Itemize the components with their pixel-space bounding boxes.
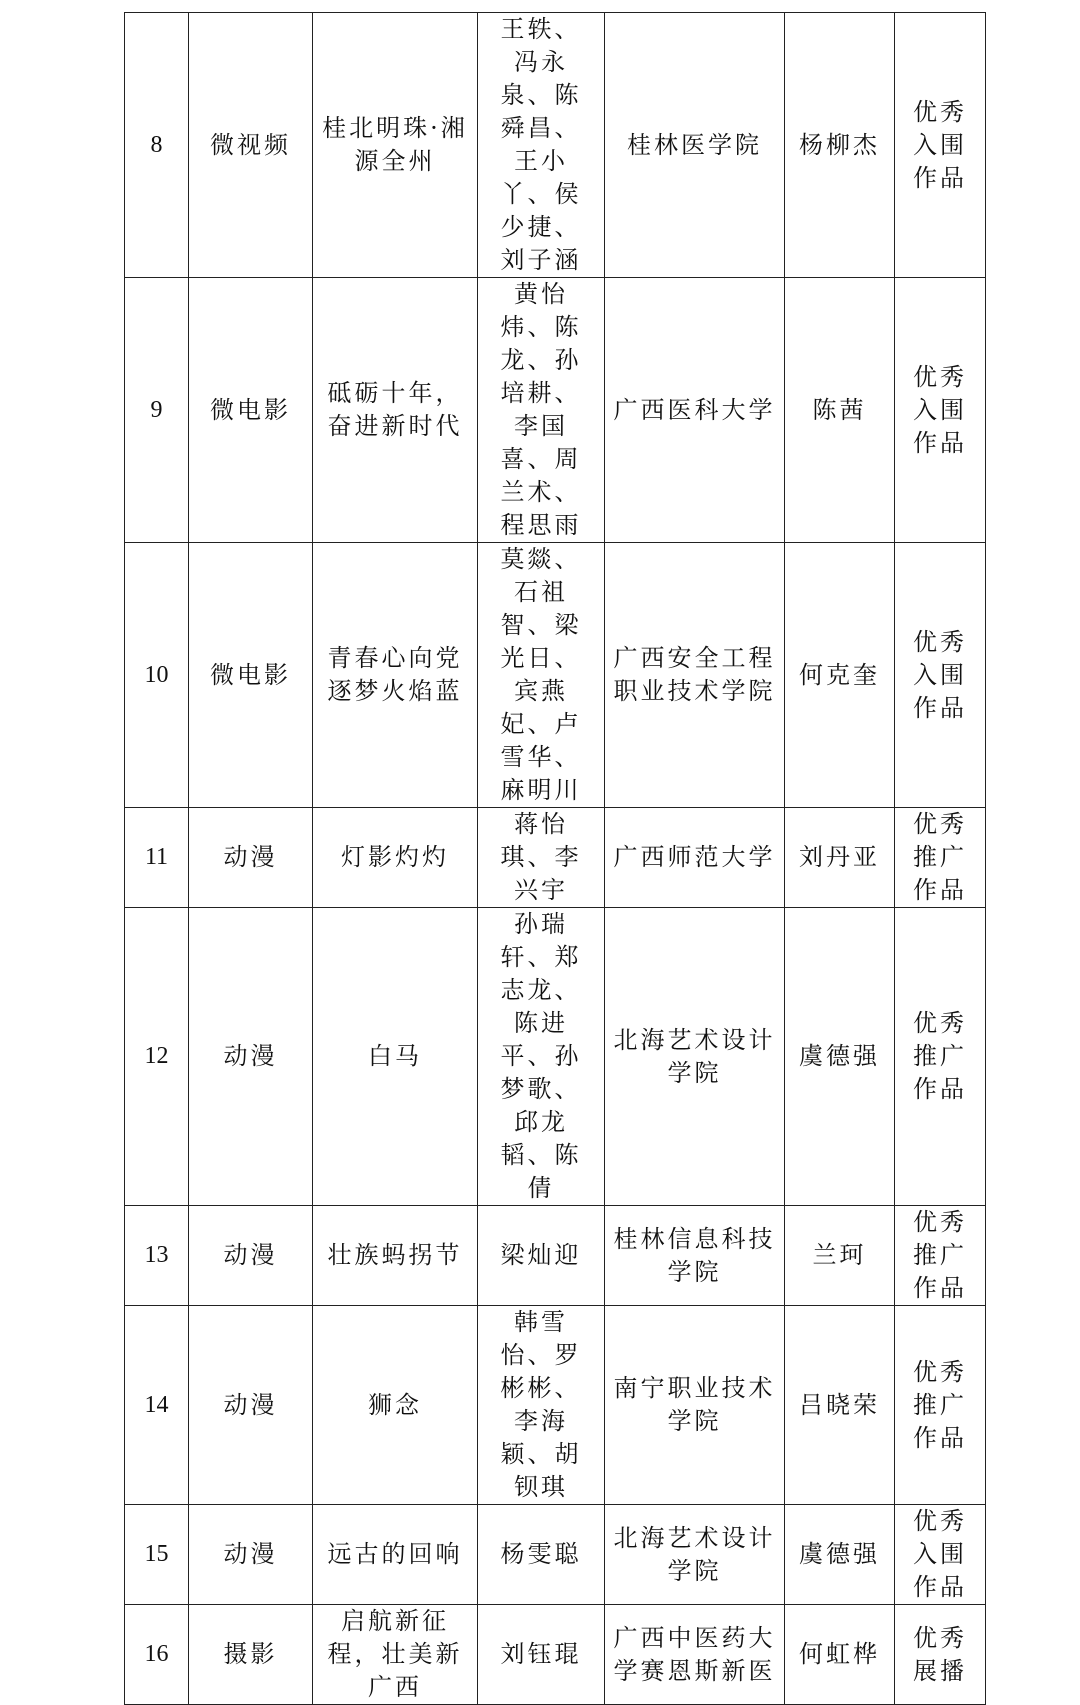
table-row bbox=[125, 1505, 986, 1605]
school: 广西师范大学 bbox=[605, 808, 785, 908]
authors: 刘钰琨 bbox=[478, 1605, 605, 1705]
authors: 杨雯聪 bbox=[478, 1505, 605, 1605]
school: 北海艺术设计学院 bbox=[605, 1505, 785, 1605]
authors: 蒋怡琪、李兴宇 bbox=[478, 808, 605, 908]
award-status: 优秀入围作品 bbox=[895, 1505, 986, 1605]
authors: 王轶、冯永泉、陈舜昌、王小丫、侯少捷、刘子涵 bbox=[478, 13, 605, 278]
work-title: 远古的回响 bbox=[313, 1505, 478, 1605]
row-number: 14 bbox=[125, 1306, 189, 1505]
authors: 梁灿迎 bbox=[478, 1206, 605, 1306]
table-row bbox=[125, 543, 986, 808]
work-category: 动漫 bbox=[189, 1306, 313, 1505]
advisor: 吕晓荣 bbox=[785, 1306, 895, 1505]
work-category: 动漫 bbox=[189, 908, 313, 1206]
row-number: 8 bbox=[125, 13, 189, 278]
authors: 韩雪怡、罗彬彬、李海颖、胡钡琪 bbox=[478, 1306, 605, 1505]
work-title: 白马 bbox=[313, 908, 478, 1206]
school: 广西安全工程职业技术学院 bbox=[605, 543, 785, 808]
advisor: 陈茜 bbox=[785, 278, 895, 543]
advisor: 何克奎 bbox=[785, 543, 895, 808]
school: 广西中医药大学赛恩斯新医 bbox=[605, 1605, 785, 1705]
school: 南宁职业技术学院 bbox=[605, 1306, 785, 1505]
work-title: 砥砺十年，奋进新时代 bbox=[313, 278, 478, 543]
row-number: 15 bbox=[125, 1505, 189, 1605]
row-number: 10 bbox=[125, 543, 189, 808]
award-status: 优秀推广作品 bbox=[895, 1306, 986, 1505]
table-row bbox=[125, 13, 986, 278]
school: 桂林信息科技学院 bbox=[605, 1206, 785, 1306]
authors: 黄怡炜、陈龙、孙培耕、李国喜、周兰术、程思雨 bbox=[478, 278, 605, 543]
row-number: 12 bbox=[125, 908, 189, 1206]
authors: 孙瑞轩、郑志龙、陈进平、孙梦歌、邱龙韬、陈倩 bbox=[478, 908, 605, 1206]
advisor: 虞德强 bbox=[785, 908, 895, 1206]
work-category: 微视频 bbox=[189, 13, 313, 278]
work-category: 微电影 bbox=[189, 543, 313, 808]
school: 桂林医学院 bbox=[605, 13, 785, 278]
award-status: 优秀推广作品 bbox=[895, 908, 986, 1206]
school: 广西医科大学 bbox=[605, 278, 785, 543]
advisor: 刘丹亚 bbox=[785, 808, 895, 908]
award-status: 优秀展播 bbox=[895, 1605, 986, 1705]
work-title: 狮念 bbox=[313, 1306, 478, 1505]
row-number: 11 bbox=[125, 808, 189, 908]
table-row bbox=[125, 278, 986, 543]
award-status: 优秀入围作品 bbox=[895, 13, 986, 278]
table-row bbox=[125, 808, 986, 908]
row-number: 13 bbox=[125, 1206, 189, 1306]
row-number: 16 bbox=[125, 1605, 189, 1705]
school: 北海艺术设计学院 bbox=[605, 908, 785, 1206]
table-row bbox=[125, 1306, 986, 1505]
work-category: 摄影 bbox=[189, 1605, 313, 1705]
awards-table bbox=[124, 12, 986, 1705]
row-number: 9 bbox=[125, 278, 189, 543]
work-title: 启航新征程，壮美新广西 bbox=[313, 1605, 478, 1705]
award-status: 优秀推广作品 bbox=[895, 808, 986, 908]
work-title: 桂北明珠·湘源全州 bbox=[313, 13, 478, 278]
table-row bbox=[125, 1605, 986, 1705]
work-title: 灯影灼灼 bbox=[313, 808, 478, 908]
award-status: 优秀入围作品 bbox=[895, 278, 986, 543]
table-row bbox=[125, 908, 986, 1206]
advisor: 虞德强 bbox=[785, 1505, 895, 1605]
advisor: 杨柳杰 bbox=[785, 13, 895, 278]
award-status: 优秀入围作品 bbox=[895, 543, 986, 808]
work-category: 动漫 bbox=[189, 808, 313, 908]
work-title: 青春心向党逐梦火焰蓝 bbox=[313, 543, 478, 808]
table-row bbox=[125, 1206, 986, 1306]
work-category: 动漫 bbox=[189, 1206, 313, 1306]
authors: 莫燚、石祖智、梁光日、宾燕妃、卢雪华、麻明川 bbox=[478, 543, 605, 808]
work-category: 微电影 bbox=[189, 278, 313, 543]
award-status: 优秀推广作品 bbox=[895, 1206, 986, 1306]
work-category: 动漫 bbox=[189, 1505, 313, 1605]
advisor: 兰珂 bbox=[785, 1206, 895, 1306]
advisor: 何虹桦 bbox=[785, 1605, 895, 1705]
work-title: 壮族蚂拐节 bbox=[313, 1206, 478, 1306]
